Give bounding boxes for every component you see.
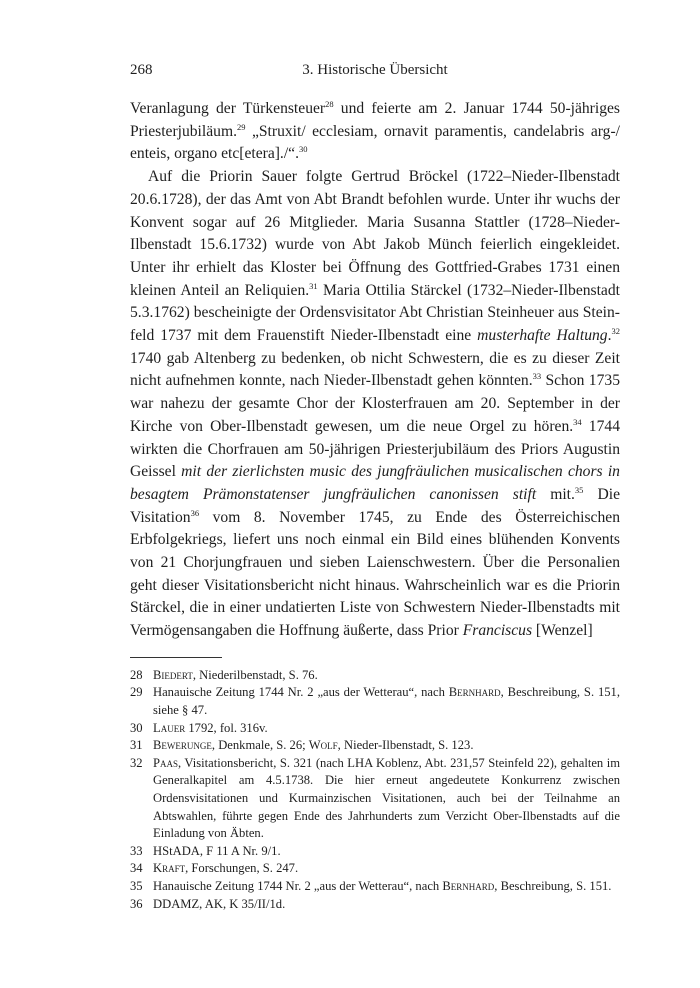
footnote-ref-35[interactable]: 35 xyxy=(574,484,584,495)
footnote-author: Bernhard xyxy=(448,685,501,700)
text-span: Maria Ottilia Stärckel (1732–Nieder-Ilbenstadt 5.3.1762) bescheinigte der Ordensvisitator Abt Christian Steinheuer aus Steinfeld 1737 mit dem Frauenstift Nieder-Ilbenstadt eine xyxy=(130,281,620,345)
footnote-28 xyxy=(130,667,620,685)
footnote-number: 35 xyxy=(130,879,143,893)
text-span: Schon 1735 war nahezu der gesamte Chor der Klosterfrauen am 20. September in der Kirche von Ober-Ilbenstadt gewesen, um die neue Orgel zu hören. xyxy=(130,372,620,435)
footnote-33 xyxy=(130,843,620,861)
italic-quote: musterhafte Haltung xyxy=(477,327,608,345)
footnote-ref-28[interactable]: 28 xyxy=(325,99,334,109)
text-span: und feierte am 2. Januar 1744 50-jähriges Priesterjubiläum. xyxy=(130,100,620,140)
footnote-number: 33 xyxy=(130,843,143,858)
running-title: 3. Historische Übersicht xyxy=(302,62,448,78)
footnote-text: Hanauische Zeitung 1744 Nr. 2 „aus der Wetterau“, nach xyxy=(153,685,449,700)
footnote-35 xyxy=(130,878,620,896)
footnote-author: Kraft xyxy=(153,861,186,876)
footnote-text: , Beschreibung, S. 151. xyxy=(494,879,612,893)
footnote-number: 31 xyxy=(130,738,143,753)
footnote-29 xyxy=(130,684,620,719)
footnote-ref-33[interactable]: 33 xyxy=(532,371,542,382)
footnote-author: Lauer xyxy=(153,720,186,735)
footnote-number: 36 xyxy=(130,896,143,911)
footnote-author: Paas xyxy=(153,755,179,770)
footnote-ref-30[interactable]: 30 xyxy=(299,144,308,155)
footnote-30 xyxy=(130,720,620,738)
main-text xyxy=(130,98,620,643)
italic-quote: mit der zierlichsten music des jungfräulichen musicalischen chors in besagtem Prämonstatenser jungfräulichen canonissen stift xyxy=(130,463,620,503)
text-span: 1740 gab Altenberg zu bedenken, ob nicht Schwestern, die es zu dieser Zeit nicht aufnehmen konnte, nach Nieder-Ilbenstadt gehen könnten. xyxy=(130,349,620,390)
text-span: Die Visitation xyxy=(130,485,620,526)
paragraph-1 xyxy=(130,98,620,166)
footnote-number: 30 xyxy=(130,720,143,735)
footnote-author: Bewerunge xyxy=(153,738,212,753)
footnote-number: 29 xyxy=(130,685,143,700)
footnote-text: , Forschungen, S. 247. xyxy=(185,861,299,876)
text-span: mit. xyxy=(536,485,575,503)
footnote-text: 1792, fol. 316v. xyxy=(185,720,268,735)
text-span: [Wenzel] xyxy=(532,622,593,640)
footnote-text: , Visitationsbericht, S. 321 (nach LHA Koblenz, Abt. 231,57 Steinfeld 22), gehalten im Generalkapitel am 4.5.1738. Die hier erneut angedeutete Konkurrenz zwischen Ordensvisitationen und Kurmainzischen Visitationen, auch bei der Teilnahme an Abtswahlen, führte gegen Ende des Jahrhunderts zum Verzicht Ober-Ilbenstadts auf die Einladung von Äbten. xyxy=(153,755,620,841)
text-span: „Struxit/ ecclesiam, ornavit paramentis, candelabris arg-/ enteis, organo etc[etera]./“. xyxy=(130,122,620,163)
footnote-text: , Beschreibung, S. 151, siehe § 47. xyxy=(153,685,620,718)
footnote-text: HStADA, F 11 A Nr. 9/1. xyxy=(153,843,281,858)
page-number: 268 xyxy=(130,62,153,78)
text-span: . xyxy=(607,327,612,345)
footnote-31 xyxy=(130,737,620,755)
italic-name: Franciscus xyxy=(462,622,533,640)
footnote-36 xyxy=(130,896,620,914)
footnote-author: Wolf xyxy=(308,738,338,753)
footnote-ref-31[interactable]: 31 xyxy=(309,280,318,291)
footnote-32 xyxy=(130,755,620,843)
footnote-ref-36[interactable]: 36 xyxy=(190,507,200,518)
text-span: Veranlagung der Türkensteuer xyxy=(130,100,326,117)
footnote-number: 32 xyxy=(130,755,143,770)
text-span: vom 8. November 1745, zu Ende des Österreichischen Erbfolgekriegs, liefert uns noch einmal ein Bild eines blühenden Konvents von 21 Chorjungfrauen und sieben Laienschwestern. Über die Personalien geht dieser Visitationsbericht nicht hinaus. Wahrscheinlich war es die Priorin Stärckel, die in einer undatierten Liste von Schwestern Nieder-Ilbenstadts mit Vermögensangaben die Hoffnung äußerte, dass Prior xyxy=(130,508,620,640)
footnotes xyxy=(130,667,620,913)
footnote-text: , Denkmale, S. 26; xyxy=(211,738,309,753)
footnote-number: 34 xyxy=(130,861,143,876)
book-page xyxy=(130,62,620,913)
footnote-34 xyxy=(130,860,620,878)
text-span: Auf die Priorin Sauer folgte Gertrud Bröckel (1722–Nieder-Ilbenstadt 20.6.1728), der das Amt von Abt Brandt befohlen wurde. Unter ihr wuchs der Konvent sogar auf 26 Mitglieder. Maria Susanna Stattler (1728–Nieder-Ilbenstadt 15.6.1732) wurde von Abt Jakob Münch feierlich eingekleidet. Unter ihr erhielt das Kloster bei Öffnung des Gottfried-Grabes 1731 einen kleinen Anteil an Reliquien. xyxy=(130,168,620,299)
footnote-number: 28 xyxy=(130,667,143,682)
footnote-text: Hanauische Zeitung 1744 Nr. 2 „aus der Wetterau“, nach xyxy=(153,879,443,893)
footnote-ref-29[interactable]: 29 xyxy=(236,121,246,132)
footnote-author: Bernhard xyxy=(442,879,495,893)
footnote-text: DDAMZ, AK, K 35/II/1d. xyxy=(153,896,286,911)
footnote-author: Biedert xyxy=(153,667,193,682)
running-header xyxy=(130,62,620,84)
footnote-text: , Niederilbenstadt, S. 76. xyxy=(192,667,318,682)
footnote-text: , Nieder-Ilbenstadt, S. 123. xyxy=(337,738,474,753)
paragraph-2 xyxy=(130,166,620,643)
footnote-ref-34[interactable]: 34 xyxy=(573,416,582,427)
footnote-divider xyxy=(130,657,222,658)
text-span: 1744 wirkten die Chorfrauen am 50-jährigen Priesterjubiläum des Priors Augustin Geissel xyxy=(130,417,620,481)
footnote-ref-32[interactable]: 32 xyxy=(611,326,621,337)
